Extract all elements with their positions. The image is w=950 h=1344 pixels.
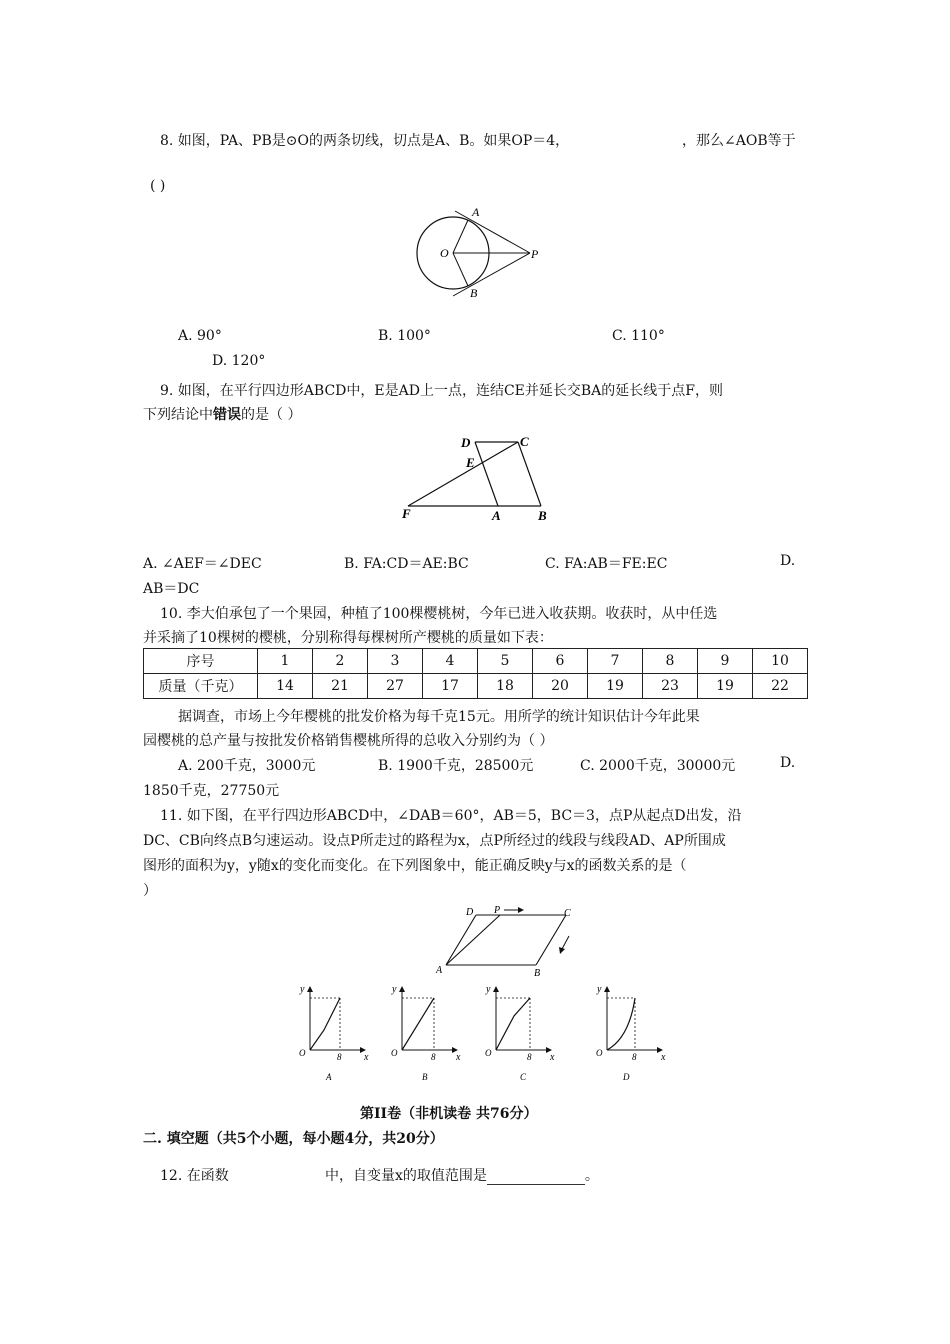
graph-tick-8: 8	[337, 1052, 342, 1062]
table-cell: 23	[643, 674, 698, 699]
q9-stem-tail: 的是（ ）	[241, 407, 302, 423]
table-cell: 7	[588, 649, 643, 674]
table-cell: 27	[368, 674, 423, 699]
q9-label-c: C	[520, 434, 529, 449]
graph-tick-8: 8	[527, 1052, 532, 1062]
graph-origin-label: O	[391, 1048, 398, 1058]
q11-parallelogram-figure	[430, 905, 590, 980]
q10-stem-line2: 并采摘了10棵树的樱桃，分别称得每棵树所产樱桃的质量如下表：	[143, 630, 553, 646]
q11-graph-d	[585, 982, 670, 1087]
graph-x-label: x	[661, 1052, 666, 1063]
q8-answer-paren: ( )	[150, 178, 166, 194]
q10-after-line1: 据调查，市场上今年樱桃的批发价格为每千克15元。用所学的统计知识估计今年此果	[178, 709, 700, 725]
q11-graph-c	[474, 982, 559, 1087]
table-cell: 4	[423, 649, 478, 674]
graph-caption-c: C	[520, 1072, 527, 1082]
q9-stem-part: 下列结论中	[143, 407, 213, 423]
graph-x-label: x	[550, 1052, 555, 1063]
table-cell: 9	[698, 649, 753, 674]
q9-stem-line1: 9. 如图，在平行四边形ABCD中，E是AD上一点，连结CE并延长交BA的延长线于点F，则	[160, 383, 723, 399]
q10-stem-line1: 10. 李大伯承包了一个果园，种植了100棵樱桃树，今年已进入收获期。收获时，从中任选	[160, 606, 718, 622]
q9-label-d: D	[461, 435, 471, 450]
table-cell: 20	[533, 674, 588, 699]
table-cell: 19	[588, 674, 643, 699]
section-heading: 二. 填空题（共5个小题，每小题4分，共20分）	[143, 1131, 444, 1147]
table-header-cell: 序号	[144, 649, 258, 674]
q8-option-d: D. 120°	[212, 353, 266, 369]
q10-option-c: C. 2000千克，30000元	[580, 758, 736, 774]
table-cell: 22	[753, 674, 808, 699]
table-cell: 21	[313, 674, 368, 699]
q8-option-a: A. 90°	[178, 328, 222, 344]
q10-after-line2: 园樱桃的总产量与按批发价格销售樱桃所得的总收入分别约为（ ）	[143, 733, 554, 749]
table-cell: 14	[258, 674, 313, 699]
table-row	[144, 649, 808, 674]
table-cell: 18	[478, 674, 533, 699]
table-cell: 8	[643, 649, 698, 674]
q11-stem-line4: ）	[143, 883, 157, 899]
table-cell: 1	[258, 649, 313, 674]
table-cell: 19	[698, 674, 753, 699]
graph-origin-label: O	[596, 1048, 603, 1058]
q9-option-a: A. ∠AEF＝∠DEC	[143, 556, 262, 572]
graph-y-label: y	[486, 984, 491, 995]
q12-stem-a: 12. 在函数	[160, 1168, 229, 1184]
q10-option-d-text: 1850千克，27750元	[143, 783, 280, 799]
table-cell: 3	[368, 649, 423, 674]
graph-x-label: x	[456, 1052, 461, 1063]
q10-option-d-label: D.	[780, 755, 796, 771]
q11-label-a: A	[436, 965, 443, 976]
graph-tick-8: 8	[632, 1052, 637, 1062]
q8-stem-a: 8. 如图，PA、PB是⊙O的两条切线，切点是A、B。如果OP＝4，	[160, 133, 570, 149]
q9-emphasis-wrong: 错误	[213, 407, 241, 423]
q8-tangent-figure	[400, 200, 550, 305]
q12-answer-blank[interactable]	[487, 1170, 585, 1185]
graph-x-label: x	[364, 1052, 369, 1063]
q9-label-f: F	[402, 506, 411, 521]
graph-y-label: y	[392, 984, 397, 995]
table-cell: 17	[423, 674, 478, 699]
q9-label-b: B	[538, 508, 547, 523]
table-cell: 2	[313, 649, 368, 674]
table-cell: 6	[533, 649, 588, 674]
q11-stem-line1: 11. 如下图，在平行四边形ABCD中，∠DAB＝60°，AB＝5，BC＝3，点P从起点D出发，沿	[160, 808, 742, 824]
q11-graph-b	[380, 982, 465, 1087]
table-cell: 10	[753, 649, 808, 674]
graph-caption-b: B	[422, 1072, 428, 1082]
graph-caption-a: A	[326, 1072, 332, 1082]
table-row	[144, 674, 808, 699]
q9-option-c: C. FA:AB＝FE:EC	[545, 556, 668, 572]
q8-label-o: O	[440, 246, 449, 260]
q8-label-p: P	[531, 247, 539, 261]
q12-stem-line	[325, 1165, 599, 1185]
q9-option-d-text: AB＝DC	[143, 581, 200, 597]
q11-label-d: D	[466, 907, 474, 918]
q8-label-b: B	[470, 286, 478, 300]
q10-option-b: B. 1900千克，28500元	[378, 758, 534, 774]
graph-caption-d: D	[623, 1072, 630, 1082]
q10-cherry-table	[143, 648, 808, 699]
q12-end: 。	[584, 1168, 599, 1184]
q11-graph-a	[288, 982, 373, 1087]
part2-title: 第II卷（非机读卷 共76分）	[360, 1106, 538, 1122]
q9-stem-line2	[143, 404, 301, 424]
q9-option-b: B. FA:CD＝AE:BC	[344, 556, 469, 572]
q9-label-a: A	[492, 508, 501, 523]
q9-label-e: E	[466, 455, 475, 470]
q11-label-p: P	[494, 905, 501, 916]
q8-label-a: A	[472, 205, 480, 219]
q10-option-a: A. 200千克，3000元	[178, 758, 316, 774]
q11-stem-line2: DC、CB向终点B匀速运动。设点P所走过的路程为x，点P所经过的线段与线段AD、AP所围成	[143, 833, 726, 849]
graph-origin-label: O	[485, 1048, 492, 1058]
graph-tick-8: 8	[431, 1052, 436, 1062]
q11-stem-line3: 图形的面积为y，y随x的变化而变化。在下列图象中，能正确反映y与x的函数关系的是（	[143, 858, 687, 874]
table-cell: 5	[478, 649, 533, 674]
graph-y-label: y	[300, 984, 305, 995]
graph-origin-label: O	[299, 1048, 306, 1058]
graph-y-label: y	[597, 984, 602, 995]
q11-label-c: C	[564, 908, 571, 919]
q9-option-d-label: D.	[780, 553, 796, 569]
q8-option-b: B. 100°	[378, 328, 431, 344]
table-header-cell: 质量（千克）	[144, 674, 258, 699]
q8-option-c: C. 110°	[612, 328, 665, 344]
q12-stem-b: 中，自变量x的取值范围是	[325, 1168, 487, 1184]
q9-parallelogram-figure	[398, 432, 558, 527]
q11-label-b: B	[534, 968, 541, 979]
q8-stem-b: ，那么∠AOB等于	[682, 133, 796, 149]
